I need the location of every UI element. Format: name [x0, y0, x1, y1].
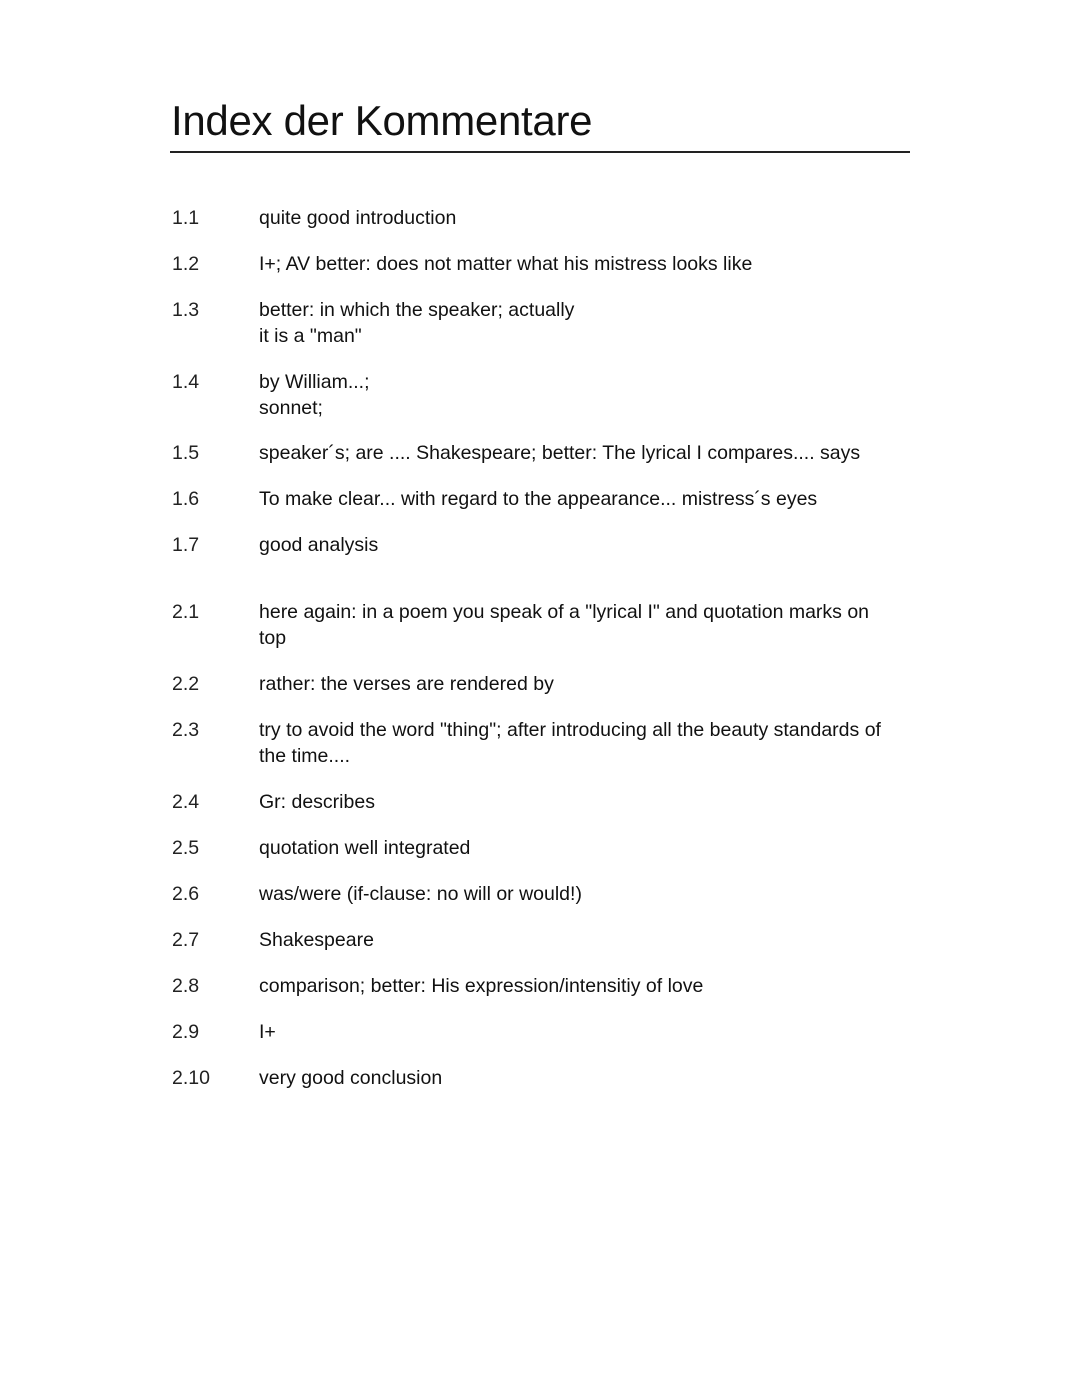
comment-text: speaker´s; are .... Shakespeare; better: The lyrical I compares.... says: [259, 442, 861, 464]
comment-text: I+; AV better: does not matter what his mistress looks like: [259, 253, 753, 275]
comment-number: 1.2: [172, 253, 200, 275]
comment-text: I+: [259, 1021, 276, 1043]
comment-number: 1.3: [172, 299, 200, 321]
comment-text: quotation well integrated: [259, 837, 471, 859]
comment-number: 2.3: [172, 719, 200, 741]
comment-text: better: in which the speaker; actually it is a "man": [259, 299, 575, 347]
comment-number: 1.6: [172, 488, 200, 510]
comment-number: 2.5: [172, 837, 200, 859]
comment-number: 2.9: [172, 1021, 200, 1043]
comment-number: 1.7: [172, 534, 200, 556]
comment-number: 1.5: [172, 442, 200, 464]
comment-text: by William...; sonnet;: [259, 371, 370, 419]
page-title: Index der Kommentare: [171, 97, 593, 144]
comment-text: good analysis: [259, 534, 379, 556]
comment-text: quite good introduction: [259, 207, 457, 229]
comment-number: 2.8: [172, 975, 200, 997]
comment-number: 2.10: [172, 1067, 210, 1089]
comment-text: Gr: describes: [259, 791, 375, 813]
comment-text: here again: in a poem you speak of a "lyrical I" and quotation marks on top: [259, 601, 870, 649]
comment-number: 2.6: [172, 883, 200, 905]
title-underline: [170, 151, 910, 153]
comment-number: 2.4: [172, 791, 200, 813]
comment-number: 2.1: [172, 601, 200, 623]
comment-number: 2.7: [172, 929, 200, 951]
comment-number: 1.4: [172, 371, 200, 393]
comment-text: Shakespeare: [259, 929, 374, 951]
comment-text: rather: the verses are rendered by: [259, 673, 554, 695]
comment-number: 2.2: [172, 673, 200, 695]
comment-number: 1.1: [172, 207, 200, 229]
comment-text: try to avoid the word "thing"; after introducing all the beauty standards of the time....: [259, 719, 881, 767]
comment-text: very good conclusion: [259, 1067, 443, 1089]
comment-text: comparison; better: His expression/intensitiy of love: [259, 975, 704, 997]
comment-text: was/were (if-clause: no will or would!): [259, 883, 582, 905]
comment-text: To make clear... with regard to the appearance... mistress´s eyes: [259, 488, 818, 510]
